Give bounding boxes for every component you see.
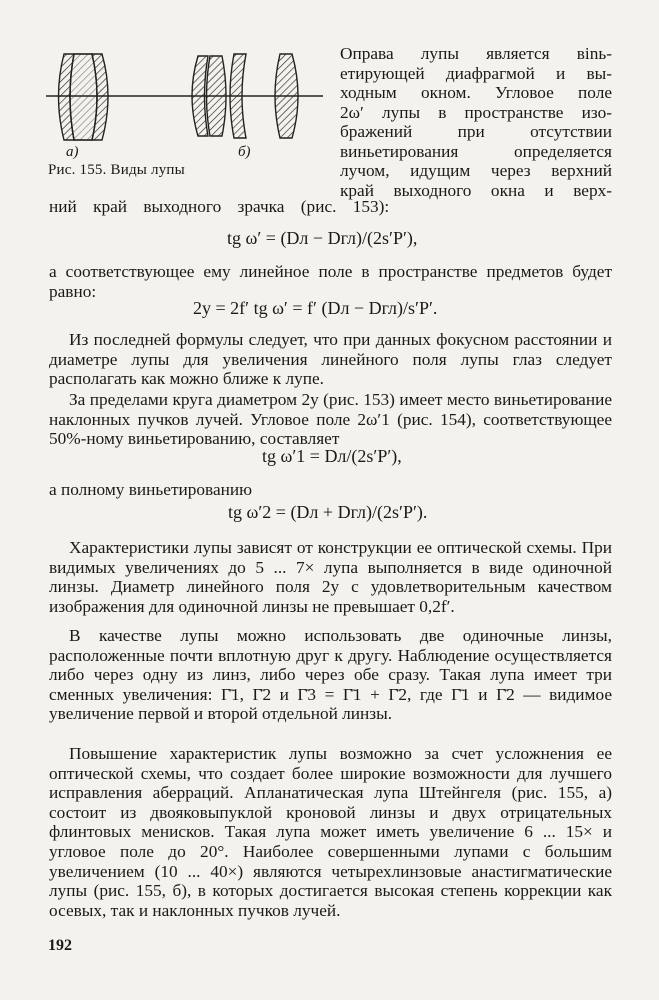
formula-tg-omega: tg ω′ = (Dл − Dгл)/(2s′P′), — [227, 228, 418, 248]
wrap-line: бражений при отсутствии — [340, 122, 612, 141]
biconvex-center-hatch — [70, 54, 97, 140]
lens-b4 — [275, 54, 298, 138]
wrap-line: край выходного окна и верх- — [340, 180, 612, 200]
wrap-line: виньетирования определяется — [340, 141, 612, 161]
paragraph-two-lenses: В качестве лупы можно использовать две одиночные линзы, расположенные почти вплотную друг к другу. Наблюдение осуществляется либо через одну из линз, либо через обе сразу. Такая лупа имеет три сменных увеличения: Γ̄1, Γ̄2 и Γ̄3 = Γ̄1 + Γ̄2, где Γ̄1 и Γ̄2 — видимое увеличение первой и второй отдельной линзы. — [49, 626, 612, 724]
wrap-line: 2ω′ лупы в пространстве изо- — [340, 102, 612, 122]
paragraph-characteristics: Характеристики лупы зависят от конструкции ее оптической схемы. При видимых увеличениях до 5 ... 7× лупа выполняется в виде одиночной линзы. Диаметр линейного поля 2y с удовлетворительным качеством изображения для одиночной линзы не превышает 0,2f′. — [49, 538, 612, 616]
lens-figure — [38, 40, 323, 190]
wrap-line: лучом, идущим через верхний — [340, 161, 612, 180]
paragraph-complex-loupes: Повышение характеристик лупы возможно за счет усложнения ее оптической схемы, что создает более широкие возможности для лучшего исправления аберраций. Апланатическая лупа Штейнгеля (рис. 155, а) состоит из двояковыпуклой кроновой линзы и двух отрицательных флинтовых менисков. Такая лупа может иметь увеличение 6 ... 15× и угловое поле до 20°. Наиболее совершенными лупами с большим увеличением (10 ... 40×) являются четырехлинзовые анастигматические лупы (рис. 155, б), в которых достигается высокая степень коррекции как осевых, так и наклонных пучков лучей. — [49, 744, 612, 920]
wrap-line: Оправа лупы является вinь- — [340, 44, 612, 63]
formula-full-vignetting: tg ω′2 = (Dл + Dгл)/(2s′P′). — [228, 502, 428, 522]
lens-diagram — [38, 40, 323, 160]
paragraph-eye-position: Из последней формулы следует, что при данных фокусном расстоянии и диаметре лупы для увеличения линейного поля лупы глаз следует располагать как можно ближе к лупе. — [49, 330, 612, 389]
figure-label-b: б) — [238, 144, 251, 160]
lens-b2 — [207, 56, 227, 136]
lens-group-a — [59, 54, 109, 140]
paragraph-vignetting: За пределами круга диаметром 2y (рис. 153) имеет место виньетирование наклонных пучков лучей. Угловое поле 2ω′1 (рис. 154), соответствующее 50%-ному виньетированию, составляет — [49, 390, 612, 449]
formula-vignetting-50: tg ω′1 = Dл/(2s′P′), — [262, 446, 402, 466]
wrap-line: етирующей диафрагмой и вы- — [340, 63, 612, 83]
wrap-line: ходным окном. Угловое поле — [340, 83, 612, 102]
wrap-last-line: ний край выходного зрачка (рис. 153): — [49, 197, 390, 216]
figure-label-a: а) — [66, 144, 79, 160]
wrapped-paragraph — [340, 44, 612, 200]
formula-linear-field: 2y = 2f′ tg ω′ = f′ (Dл − Dгл)/s′P′. — [193, 298, 438, 318]
text-full-vignetting: а полному виньетированию — [49, 480, 253, 499]
text-linear-field: а соответствующее ему линейное поле в пространстве предметов будет равно: — [49, 262, 612, 301]
figure-caption: Рис. 155. Виды лупы — [48, 162, 185, 178]
page-number: 192 — [48, 937, 72, 954]
